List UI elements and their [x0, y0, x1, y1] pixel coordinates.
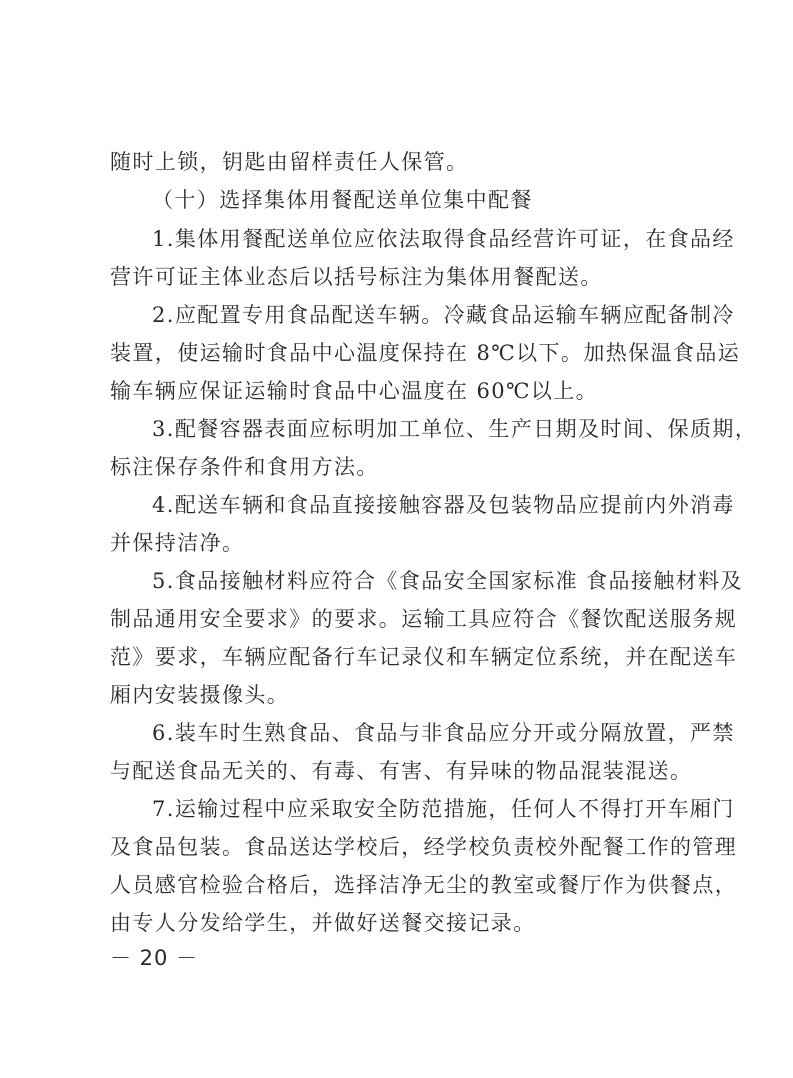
item-4-line-2: 并保持洁净。	[110, 531, 245, 555]
item-5-line-4: 厢内安装摄像头。	[110, 683, 290, 707]
section-heading: （十）选择集体用餐配送单位集中配餐	[152, 188, 533, 212]
item-1-line-1: 1.集体用餐配送单位应依法取得食品经营许可证，在食品经	[152, 227, 735, 251]
item-3-line-1: 3.配餐容器表面应标明加工单位、生产日期及时间、保质期，	[152, 417, 758, 441]
item-7-line-3: 人员感官检验合格后，选择洁净无尘的教室或餐厅作为供餐点，	[110, 873, 738, 897]
item-7-line-1: 7.运输过程中应采取安全防范措施，任何人不得打开车厢门	[152, 797, 735, 821]
item-2-line-1: 2.应配置专用食品配送车辆。冷藏食品运输车辆应配备制冷	[152, 303, 735, 327]
item-6-line-1: 6.装车时生熟食品、食品与非食品应分开或分隔放置，严禁	[152, 721, 735, 745]
item-2-line-2: 装置，使运输时食品中心温度保持在 8℃以下。加热保温食品运	[110, 341, 741, 365]
paragraph-line: 随时上锁，钥匙由留样责任人保管。	[110, 150, 469, 174]
item-5-line-3: 范》要求，车辆应配备行车记录仪和车辆定位系统，并在配送车	[110, 645, 738, 669]
item-2-line-3: 输车辆应保证运输时食品中心温度在 60℃以上。	[110, 379, 599, 403]
item-5-line-2: 制品通用安全要求》的要求。运输工具应符合《餐饮配送服务规	[110, 607, 738, 631]
item-1-line-2: 营许可证主体业态后以括号标注为集体用餐配送。	[110, 265, 603, 289]
item-7-line-2: 及食品包装。食品送达学校后，经学校负责校外配餐工作的管理	[110, 835, 738, 859]
item-3-line-2: 标注保存条件和食用方法。	[110, 455, 379, 479]
item-6-line-2: 与配送食品无关的、有毒、有害、有异味的物品混装混送。	[110, 759, 693, 783]
item-7-line-4: 由专人分发给学生，并做好送餐交接记录。	[110, 911, 536, 935]
page-number: － 20 －	[110, 946, 199, 970]
item-5-line-1: 5.食品接触材料应符合《食品安全国家标准 食品接触材料及	[152, 569, 743, 593]
item-4-line-1: 4.配送车辆和食品直接接触容器及包装物品应提前内外消毒	[152, 493, 735, 517]
